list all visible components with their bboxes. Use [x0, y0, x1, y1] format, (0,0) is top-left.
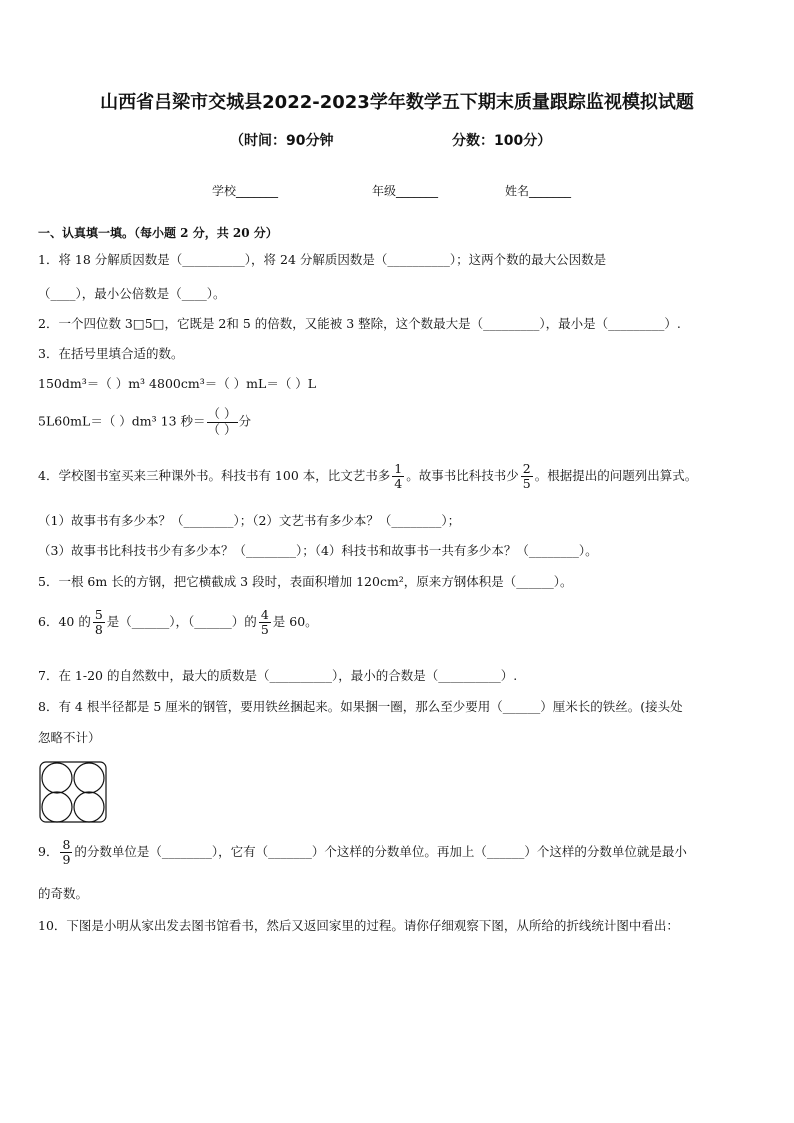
fraction-numerator: 1 [394, 461, 403, 476]
question-1-line-1: 1．将 18 分解质因数是（__________），将 24 分解质因数是（__________）；这两个数的最大公因数是 [38, 252, 607, 267]
fraction-five-eighths [93, 608, 105, 637]
question-1-line-2: （____），最小公倍数是（____）。 [38, 286, 226, 301]
fraction-denominator: 9 [62, 851, 71, 867]
grade-field: 年级_______ [372, 184, 439, 198]
fraction-numerator: 8 [62, 837, 71, 852]
question-3-row-1: 150dm³＝（ ）m³ 4800cm³＝（ ）mL＝（ ）L [38, 376, 317, 391]
question-4-text-c: 。根据提出的问题列出算式。 [534, 467, 698, 483]
fraction-denominator: 5 [522, 475, 531, 491]
fraction-eight-ninths [60, 838, 72, 867]
question-4 [38, 462, 697, 491]
question-6-text-a: 6．40 的 [38, 613, 91, 629]
fraction-denominator: 4 [394, 475, 403, 491]
question-6-text-c: 是 60。 [272, 613, 318, 629]
question-9-number: 9． [38, 843, 59, 859]
wire-outline [40, 762, 106, 822]
exam-score: 分数：100分） [452, 133, 552, 149]
pipe-circle [74, 792, 104, 822]
question-2: 2．一个四位数 3□5□，它既是 2和 5 的倍数，又能被 3 整除，这个数最大是（_________），最小是（_________）. [38, 316, 681, 331]
fraction-denominator: 8 [94, 621, 103, 637]
fraction-numerator: 2 [522, 461, 531, 476]
question-4-sub-1: （1）故事书有多少本？（________）；（2）文艺书有多少本？（________）； [38, 513, 461, 528]
question-9-text: 的分数单位是（________），它有（_______）个这样的分数单位。再加上（______）个这样的分数单位就是最小 [74, 843, 687, 859]
question-10: 10．下图是小明从家出发去图书馆看书，然后又返回家里的过程。请你仔细观察下图，从所给的折线统计图中看出： [38, 918, 679, 933]
question-6-text-b: 是（______），（______）的 [106, 613, 257, 629]
blank-fraction [207, 408, 238, 436]
question-3-row-2-text: 5L60mL＝（ ）dm³ 13 秒＝ [38, 413, 206, 429]
pipe-circle [42, 763, 72, 793]
question-4-text-a: 4．学校图书室买来三种课外书。科技书有 100 本，比文艺书多 [38, 467, 391, 483]
pipe-circle [74, 763, 104, 793]
name-field: 姓名_______ [505, 184, 572, 198]
fraction-one-quarter [392, 462, 404, 491]
fraction-numerator: 4 [260, 607, 269, 622]
four-pipes-diagram [38, 760, 110, 826]
page-title: 山西省吕梁市交城县2022-2023学年数学五下期末质量跟踪监视模拟试题 [100, 92, 694, 113]
pipe-circle [42, 792, 72, 822]
question-9-line-2: 的奇数。 [38, 886, 89, 901]
question-9 [38, 838, 687, 867]
fraction-numerator: 5 [94, 607, 103, 622]
question-4-text-b: 。故事书比科技书少 [406, 467, 519, 483]
fraction-two-fifths [521, 462, 533, 491]
school-field: 学校_______ [212, 184, 279, 198]
exam-time: （时间：90分钟 [230, 133, 334, 149]
question-5: 5．一根 6m 长的方钢，把它横截成 3 段时，表面积增加 120cm²，原来方钢体积是（______）。 [38, 574, 573, 589]
question-8-line-1: 8．有 4 根半径都是 5 厘米的钢管，要用铁丝捆起来。如果捆一圈，那么至少要用（______）厘米长的铁丝。(接头处 [38, 699, 683, 714]
question-7: 7．在 1-20 的自然数中，最大的质数是（__________），最小的合数是（__________）. [38, 668, 518, 683]
fraction-four-fifths [259, 608, 271, 637]
question-4-sub-2: （3）故事书比科技书少有多少本？（________）；（4）科技书和故事书一共有多少本？（________）。 [38, 543, 598, 558]
blank-fraction-numerator: （ ） [207, 406, 237, 421]
question-3-row-2 [38, 408, 251, 436]
section-heading: 一、认真填一填。（每小题 2 分，共 20 分） [38, 226, 278, 240]
fraction-denominator: 5 [260, 621, 269, 637]
question-3-unit: 分 [238, 413, 252, 429]
question-8-line-2: 忽略不计） [38, 730, 101, 745]
question-6 [38, 608, 318, 637]
question-3-intro: 3．在括号里填合适的数。 [38, 346, 184, 361]
blank-fraction-denominator: （ ） [207, 421, 237, 437]
